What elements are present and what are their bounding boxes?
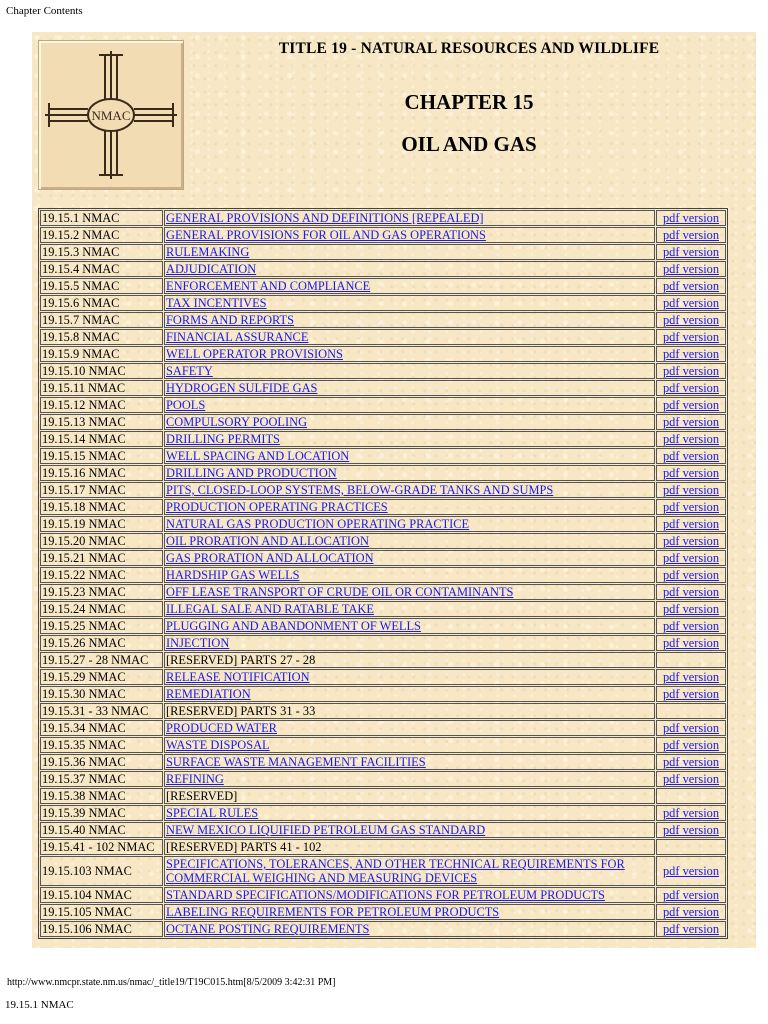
part-title-cell — [164, 771, 655, 787]
part-title-cell — [164, 754, 655, 770]
pdf-version-link[interactable]: pdf version — [662, 534, 720, 548]
pdf-version-link[interactable]: pdf version — [662, 823, 720, 837]
pdf-cell — [656, 414, 726, 430]
part-title-cell — [164, 346, 655, 362]
pdf-version-link[interactable]: pdf version — [662, 262, 720, 276]
pdf-cell — [656, 805, 726, 821]
part-title-cell — [164, 921, 655, 937]
part-title-link[interactable]: STANDARD SPECIFICATIONS/MODIFICATIONS FOR PETROLEUM PRODUCTS — [166, 888, 605, 902]
nmac-logo — [38, 40, 184, 190]
part-number: 19.15.2 NMAC — [40, 227, 163, 243]
part-title-cell — [164, 720, 655, 736]
pdf-version-link[interactable]: pdf version — [662, 755, 720, 769]
table-row — [40, 921, 726, 937]
table-row — [40, 601, 726, 617]
table-row — [40, 346, 726, 362]
pdf-cell — [656, 618, 726, 634]
part-number: 19.15.106 NMAC — [40, 921, 163, 937]
table-row — [40, 822, 726, 838]
pdf-cell — [656, 312, 726, 328]
part-title-cell — [164, 465, 655, 481]
pdf-cell — [656, 227, 726, 243]
part-number: 19.15.16 NMAC — [40, 465, 163, 481]
pdf-cell — [656, 210, 726, 226]
part-number: 19.15.104 NMAC — [40, 887, 163, 903]
part-title-link[interactable]: INJECTION — [166, 636, 230, 650]
table-row — [40, 533, 726, 549]
pdf-version-link[interactable]: pdf version — [662, 330, 720, 344]
subject-heading: OIL AND GAS — [401, 132, 537, 156]
table-row — [40, 363, 726, 379]
part-title-link[interactable]: OCTANE POSTING REQUIREMENTS — [166, 922, 370, 936]
pdf-cell — [656, 567, 726, 583]
part-title-cell — [164, 635, 655, 651]
part-number: 19.15.26 NMAC — [40, 635, 163, 651]
footer-label: 19.15.1 NMAC — [5, 999, 74, 1011]
part-title-cell — [164, 737, 655, 753]
pdf-version-link[interactable]: pdf version — [662, 806, 720, 820]
pdf-cell — [656, 584, 726, 600]
pdf-version-link[interactable]: pdf version — [662, 568, 720, 582]
table-row — [40, 550, 726, 566]
pdf-cell — [656, 278, 726, 294]
part-number: 19.15.37 NMAC — [40, 771, 163, 787]
table-row — [40, 856, 726, 886]
pdf-cell — [656, 431, 726, 447]
chapter-heading: CHAPTER 15 — [404, 90, 534, 114]
part-number: 19.15.11 NMAC — [40, 380, 163, 396]
table-row — [40, 295, 726, 311]
part-number: 19.15.36 NMAC — [40, 754, 163, 770]
part-title-cell — [164, 380, 655, 396]
part-number: 19.15.35 NMAC — [40, 737, 163, 753]
document-page — [32, 32, 756, 948]
part-title-link[interactable]: SPECIFICATIONS, TOLERANCES, AND OTHER TECHNICAL REQUIREMENTS FOR COMMERCIAL WEIGHING AND MEASURING DEVICES — [166, 857, 625, 885]
pdf-version-link[interactable]: pdf version — [662, 432, 720, 446]
table-row — [40, 567, 726, 583]
part-number: 19.15.30 NMAC — [40, 686, 163, 702]
part-title-link[interactable]: RELEASE NOTIFICATION — [166, 670, 310, 684]
pdf-cell — [656, 533, 726, 549]
pdf-version-link[interactable]: pdf version — [662, 415, 720, 429]
part-number: 19.15.41 - 102 NMAC — [40, 839, 163, 855]
zia-sun-icon — [39, 41, 183, 189]
part-title: [RESERVED] PARTS 31 - 33 — [164, 703, 655, 719]
pdf-cell — [656, 771, 726, 787]
part-title-cell — [164, 448, 655, 464]
part-title-link[interactable]: POOLS — [166, 398, 206, 412]
table-row — [40, 839, 726, 855]
pdf-version-link[interactable]: pdf version — [662, 738, 720, 752]
pdf-version-link[interactable]: pdf version — [662, 551, 720, 565]
pdf-version-link[interactable]: pdf version — [662, 466, 720, 480]
pdf-version-link[interactable]: pdf version — [662, 313, 720, 327]
part-title-link[interactable]: PITS, CLOSED-LOOP SYSTEMS, BELOW-GRADE TANKS AND SUMPS — [166, 483, 554, 497]
part-title-cell — [164, 516, 655, 532]
part-number: 19.15.19 NMAC — [40, 516, 163, 532]
footer-url: http://www.nmcpr.state.nm.us/nmac/_title19/T19C015.htm[8/5/2009 3:42:31 PM] — [7, 977, 336, 988]
table-row — [40, 771, 726, 787]
pdf-cell — [656, 601, 726, 617]
part-title-cell — [164, 887, 655, 903]
table-row — [40, 414, 726, 430]
part-title-link[interactable]: GENERAL PROVISIONS FOR OIL AND GAS OPERATIONS — [166, 228, 486, 242]
pdf-cell — [656, 737, 726, 753]
part-title-link[interactable]: NEW MEXICO LIQUIFIED PETROLEUM GAS STANDARD — [166, 823, 486, 837]
table-row — [40, 737, 726, 753]
part-number: 19.15.31 - 33 NMAC — [40, 703, 163, 719]
pdf-cell — [656, 887, 726, 903]
pdf-cell — [656, 550, 726, 566]
table-row — [40, 788, 726, 804]
table-row — [40, 431, 726, 447]
pdf-version-link[interactable]: pdf version — [662, 245, 720, 259]
table-row — [40, 652, 726, 668]
part-title-cell — [164, 363, 655, 379]
table-row — [40, 244, 726, 260]
pdf-cell — [656, 720, 726, 736]
table-row — [40, 720, 726, 736]
part-number: 19.15.6 NMAC — [40, 295, 163, 311]
table-row — [40, 261, 726, 277]
pdf-version-link[interactable]: pdf version — [662, 381, 720, 395]
part-title-cell — [164, 482, 655, 498]
part-title-link[interactable]: GAS PRORATION AND ALLOCATION — [166, 551, 374, 565]
pdf-version-link[interactable]: pdf version — [662, 398, 720, 412]
table-row — [40, 618, 726, 634]
table-row — [40, 312, 726, 328]
part-number: 19.15.10 NMAC — [40, 363, 163, 379]
title-heading: TITLE 19 - NATURAL RESOURCES AND WILDLIFE — [278, 40, 660, 57]
table-row — [40, 278, 726, 294]
pdf-version-link[interactable]: pdf version — [662, 517, 720, 531]
part-title: [RESERVED] — [164, 788, 655, 804]
part-number: 19.15.18 NMAC — [40, 499, 163, 515]
table-row — [40, 635, 726, 651]
part-number: 19.15.25 NMAC — [40, 618, 163, 634]
part-number: 19.15.103 NMAC — [40, 856, 163, 886]
part-number: 19.15.40 NMAC — [40, 822, 163, 838]
pdf-cell — [656, 397, 726, 413]
pdf-cell — [656, 921, 726, 937]
pdf-version-link[interactable]: pdf version — [662, 279, 720, 293]
pdf-cell — [656, 329, 726, 345]
pdf-cell — [656, 499, 726, 515]
part-number: 19.15.24 NMAC — [40, 601, 163, 617]
part-title-link[interactable]: NATURAL GAS PRODUCTION OPERATING PRACTICE — [166, 517, 470, 531]
part-title-cell — [164, 567, 655, 583]
part-title-cell — [164, 295, 655, 311]
pdf-version-link[interactable]: pdf version — [662, 364, 720, 378]
pdf-version-link[interactable]: pdf version — [662, 888, 720, 902]
pdf-version-link[interactable]: pdf version — [662, 922, 720, 936]
table-row — [40, 584, 726, 600]
table-row — [40, 329, 726, 345]
pdf-version-link[interactable]: pdf version — [662, 619, 720, 633]
pdf-cell — [656, 244, 726, 260]
part-title: [RESERVED] PARTS 41 - 102 — [164, 839, 655, 855]
part-title-cell — [164, 499, 655, 515]
pdf-cell — [656, 856, 726, 886]
table-row — [40, 227, 726, 243]
part-title-cell — [164, 312, 655, 328]
part-title-link[interactable]: ADJUDICATION — [166, 262, 257, 276]
part-number: 19.15.15 NMAC — [40, 448, 163, 464]
pdf-cell — [656, 448, 726, 464]
part-title-link[interactable]: HYDROGEN SULFIDE GAS — [166, 381, 318, 395]
part-number: 19.15.22 NMAC — [40, 567, 163, 583]
part-number: 19.15.23 NMAC — [40, 584, 163, 600]
part-title-link[interactable]: PRODUCTION OPERATING PRACTICES — [166, 500, 388, 514]
pdf-version-link[interactable]: pdf version — [662, 636, 720, 650]
part-title-cell — [164, 210, 655, 226]
part-title-link[interactable]: ENFORCEMENT AND COMPLIANCE — [166, 279, 371, 293]
pdf-cell — [656, 839, 726, 855]
pdf-version-link[interactable]: pdf version — [662, 585, 720, 599]
pdf-cell — [656, 380, 726, 396]
table-row — [40, 499, 726, 515]
pdf-version-link[interactable]: pdf version — [662, 602, 720, 616]
table-row — [40, 448, 726, 464]
part-title-link[interactable]: COMPULSORY POOLING — [166, 415, 308, 429]
part-title-link[interactable]: TAX INCENTIVES — [166, 296, 267, 310]
pdf-version-link[interactable]: pdf version — [662, 211, 720, 225]
part-title-link[interactable]: WELL OPERATOR PROVISIONS — [166, 347, 343, 361]
part-number: 19.15.39 NMAC — [40, 805, 163, 821]
part-number: 19.15.9 NMAC — [40, 346, 163, 362]
pdf-version-link[interactable]: pdf version — [662, 905, 720, 919]
part-number: 19.15.20 NMAC — [40, 533, 163, 549]
part-number: 19.15.38 NMAC — [40, 788, 163, 804]
part-number: 19.15.14 NMAC — [40, 431, 163, 447]
table-row — [40, 397, 726, 413]
part-number: 19.15.3 NMAC — [40, 244, 163, 260]
part-number: 19.15.7 NMAC — [40, 312, 163, 328]
part-number: 19.15.5 NMAC — [40, 278, 163, 294]
part-title-cell — [164, 822, 655, 838]
table-row — [40, 482, 726, 498]
part-title-cell — [164, 244, 655, 260]
pdf-version-link[interactable]: pdf version — [662, 500, 720, 514]
part-title-link[interactable]: SURFACE WASTE MANAGEMENT FACILITIES — [166, 755, 426, 769]
part-title-cell — [164, 278, 655, 294]
part-title-cell — [164, 669, 655, 685]
part-title-cell — [164, 414, 655, 430]
part-number: 19.15.17 NMAC — [40, 482, 163, 498]
part-title-cell — [164, 805, 655, 821]
part-title-link[interactable]: FORMS AND REPORTS — [166, 313, 295, 327]
part-title-link[interactable]: GENERAL PROVISIONS AND DEFINITIONS [REPEALED] — [166, 211, 484, 225]
part-title-cell — [164, 397, 655, 413]
pdf-version-link[interactable]: pdf version — [662, 296, 720, 310]
part-title-cell — [164, 856, 655, 886]
part-number: 19.15.21 NMAC — [40, 550, 163, 566]
part-title-link[interactable]: DRILLING AND PRODUCTION — [166, 466, 337, 480]
pdf-version-link[interactable]: pdf version — [662, 864, 720, 878]
pdf-cell — [656, 363, 726, 379]
pdf-version-link[interactable]: pdf version — [662, 721, 720, 735]
table-row — [40, 754, 726, 770]
part-number: 19.15.8 NMAC — [40, 329, 163, 345]
part-title-cell — [164, 227, 655, 243]
part-title-cell — [164, 533, 655, 549]
part-title-link[interactable]: HARDSHIP GAS WELLS — [166, 568, 300, 582]
part-title-link[interactable]: OFF LEASE TRANSPORT OF CRUDE OIL OR CONTAMINANTS — [166, 585, 514, 599]
part-number: 19.15.29 NMAC — [40, 669, 163, 685]
pdf-version-link[interactable]: pdf version — [662, 228, 720, 242]
part-number: 19.15.1 NMAC — [40, 210, 163, 226]
part-number: 19.15.4 NMAC — [40, 261, 163, 277]
part-title-cell — [164, 601, 655, 617]
pdf-cell — [656, 652, 726, 668]
pdf-version-link[interactable]: pdf version — [662, 772, 720, 786]
pdf-cell — [656, 482, 726, 498]
part-title-link[interactable]: WASTE DISPOSAL — [166, 738, 270, 752]
part-title-link[interactable]: SAFETY — [166, 364, 213, 378]
logo-text: NMAC — [91, 108, 131, 123]
pdf-cell — [656, 703, 726, 719]
part-title-link[interactable]: PLUGGING AND ABANDONMENT OF WELLS — [166, 619, 421, 633]
part-number: 19.15.34 NMAC — [40, 720, 163, 736]
part-number: 19.15.105 NMAC — [40, 904, 163, 920]
pdf-cell — [656, 516, 726, 532]
page-header-label: Chapter Contents — [6, 5, 83, 17]
part-title-link[interactable]: WELL SPACING AND LOCATION — [166, 449, 350, 463]
part-title-cell — [164, 329, 655, 345]
part-number: 19.15.12 NMAC — [40, 397, 163, 413]
part-number: 19.15.27 - 28 NMAC — [40, 652, 163, 668]
part-number: 19.15.13 NMAC — [40, 414, 163, 430]
table-row — [40, 703, 726, 719]
contents-table — [38, 208, 728, 939]
part-title-link[interactable]: LABELING REQUIREMENTS FOR PETROLEUM PRODUCTS — [166, 905, 500, 919]
table-row — [40, 904, 726, 920]
pdf-version-link[interactable]: pdf version — [662, 670, 720, 684]
part-title-link[interactable]: SPECIAL RULES — [166, 806, 259, 820]
pdf-version-link[interactable]: pdf version — [662, 483, 720, 497]
pdf-cell — [656, 261, 726, 277]
pdf-cell — [656, 904, 726, 920]
table-row — [40, 887, 726, 903]
table-row — [40, 669, 726, 685]
part-title-cell — [164, 584, 655, 600]
part-title-link[interactable]: DRILLING PERMITS — [166, 432, 280, 446]
pdf-version-link[interactable]: pdf version — [662, 347, 720, 361]
part-title-cell — [164, 686, 655, 702]
part-title-cell — [164, 261, 655, 277]
pdf-cell — [656, 635, 726, 651]
pdf-cell — [656, 686, 726, 702]
pdf-cell — [656, 788, 726, 804]
part-title-cell — [164, 618, 655, 634]
part-title-link[interactable]: REFINING — [166, 772, 224, 786]
pdf-version-link[interactable]: pdf version — [662, 449, 720, 463]
part-title-link[interactable]: REMEDIATION — [166, 687, 251, 701]
table-row — [40, 380, 726, 396]
part-title-link[interactable]: PRODUCED WATER — [166, 721, 277, 735]
pdf-version-link[interactable]: pdf version — [662, 687, 720, 701]
pdf-cell — [656, 346, 726, 362]
part-title-link[interactable]: OIL PRORATION AND ALLOCATION — [166, 534, 369, 548]
pdf-cell — [656, 295, 726, 311]
part-title-cell — [164, 431, 655, 447]
part-title-link[interactable]: ILLEGAL SALE AND RATABLE TAKE — [166, 602, 374, 616]
part-title-cell — [164, 550, 655, 566]
table-row — [40, 516, 726, 532]
table-row — [40, 686, 726, 702]
table-row — [40, 465, 726, 481]
part-title-link[interactable]: FINANCIAL ASSURANCE — [166, 330, 309, 344]
part-title-cell — [164, 904, 655, 920]
pdf-cell — [656, 754, 726, 770]
part-title-link[interactable]: RULEMAKING — [166, 245, 250, 259]
part-title: [RESERVED] PARTS 27 - 28 — [164, 652, 655, 668]
table-row — [40, 210, 726, 226]
table-row — [40, 805, 726, 821]
pdf-cell — [656, 822, 726, 838]
pdf-cell — [656, 465, 726, 481]
pdf-cell — [656, 669, 726, 685]
